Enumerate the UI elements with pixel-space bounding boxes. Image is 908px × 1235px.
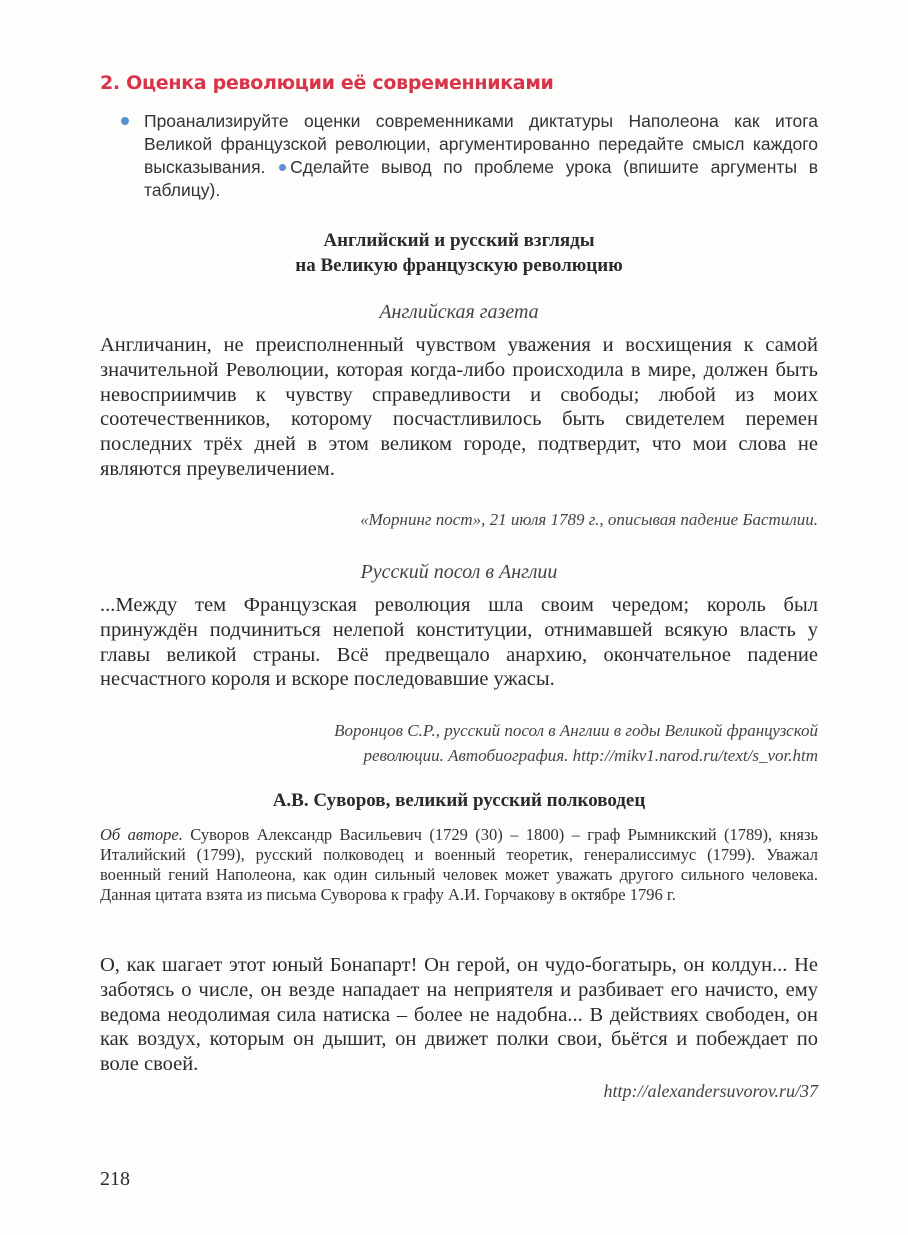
- suvorov-source: http://alexandersuvorov.ru/37: [603, 1081, 818, 1101]
- task-part-1: Проанализируйте оценки современниками диктатуры Наполеона как итога Великой французской революции, аргументированно передайте смысл каждого высказывания.: [144, 111, 818, 177]
- task-part-2: Сделайте вывод по проблеме урока (впишите аргументы в таблицу).: [144, 157, 818, 200]
- views-title-line-1: Английский и русский взгляды: [323, 230, 595, 251]
- russian-subtitle: Русский посол в Англии: [360, 561, 558, 583]
- views-title: [100, 228, 818, 278]
- bullet-icon: [279, 164, 286, 171]
- section-heading: 2. Оценка революции её современниками: [100, 72, 554, 94]
- english-text: Англичанин, не преисполненный чувством уважения и восхищения к самой значительной Революции, которая когда-либо происходила в мире, должен быть невосприимчив к чувству справедливости и свободы; любой из моих соотечественников, которому посчастливилось быть свидетелем перемен последних трёх дней в этом великом городе, подтвердит, что мои слова не являются преувеличением.: [100, 334, 818, 480]
- bullet-icon: [121, 117, 129, 125]
- english-source: «Морнинг пост», 21 июля 1789 г., описывая падение Бастилии.: [360, 510, 818, 529]
- views-title-line-2: на Великую французскую революцию: [295, 255, 623, 276]
- russian-source-line-2: революции. Автобиография. http://mikv1.narod.ru/text/s_vor.htm: [363, 746, 818, 765]
- about-label: Об авторе.: [100, 825, 183, 844]
- russian-text: ...Между тем Французская революция шла своим чередом; король был принуждён подчиниться нелепой конституции, отнимавшей всякую власть у главы великой страны. Всё предвещало анархию, окончательное падение несчастного короля и вскоре последовавшие ужасы.: [100, 594, 818, 691]
- russian-source: [100, 718, 818, 768]
- suvorov-title: А.В. Суворов, великий русский полководец: [272, 790, 646, 811]
- suvorov-quote: О, как шагает этот юный Бонапарт! Он герой, он чудо-богатырь, он колдун... Не заботясь о числе, он везде нападает на неприятеля и разбивает его начисто, ему ведома неодолимая сила натиска – более не надобна... В действиях свободен, он как воздух, которым он дышит, он движет полки свои, бьётся и побеждает по воле своей.: [100, 954, 818, 1076]
- page-number: 218: [100, 1168, 130, 1190]
- suvorov-about: [100, 825, 818, 905]
- russian-source-line-1: Воронцов С.Р., русский посол в Англии в годы Великой французской: [334, 721, 818, 740]
- about-text: Суворов Александр Васильевич (1729 (30) – 1800) – граф Рымникский (1789), князь Италийский (1799), русский полководец и военный теоретик, генералиссимус (1799). Уважал военный гений Наполеона, как один сильный человек может уважать другого сильного человека. Данная цитата взята из письма Суворова к графу А.И. Горчакову в октябре 1796 г.: [100, 825, 818, 904]
- english-subtitle: Английская газета: [379, 301, 539, 323]
- task-instructions: [144, 110, 818, 202]
